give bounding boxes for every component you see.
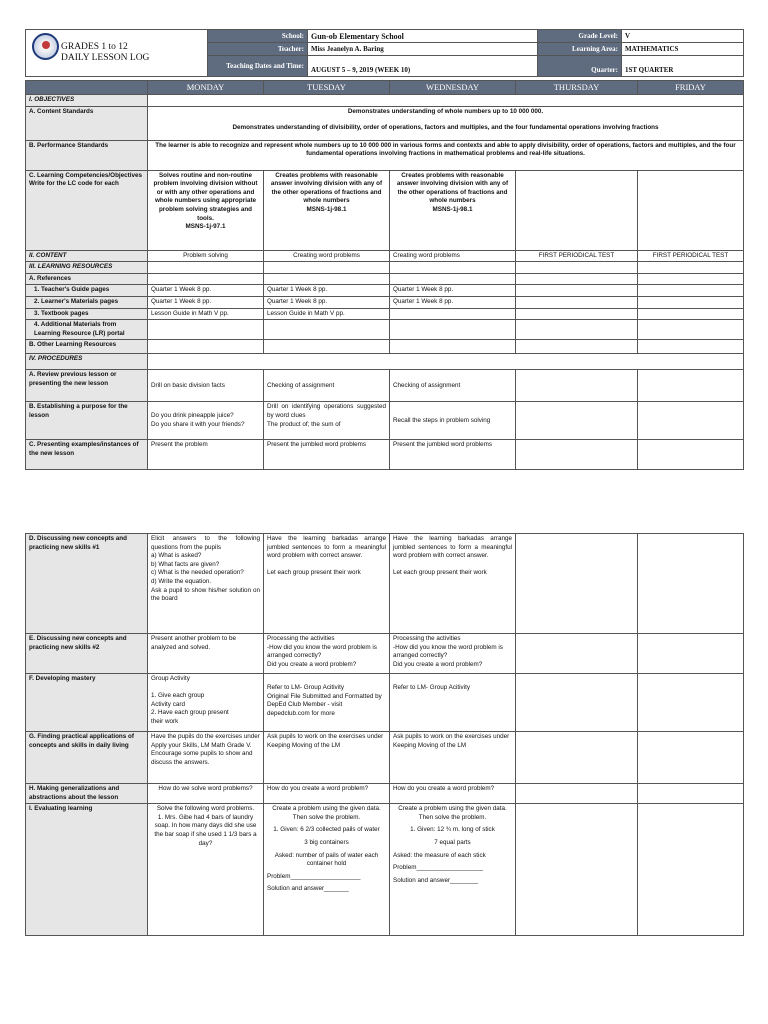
proc-i-friday [638, 804, 744, 936]
content-thursday: FIRST PERIODICAL TEST [516, 250, 638, 262]
proc-a-tuesday: Checking of assignment [264, 370, 390, 402]
proc-g-tuesday: Ask pupils to work on the exercises under Keeping Moving of the LM [264, 732, 390, 784]
proc-i-wednesday [390, 804, 516, 936]
proc-c-label: C. Presenting examples/instances of the new lesson [26, 440, 148, 470]
comp-thursday [516, 170, 638, 250]
proc-h-tuesday: How do you create a word problem? [264, 784, 390, 804]
proc-g-friday [638, 732, 744, 784]
eval-wed-given: 1. Given: 12 ¾ m. long of stick [410, 826, 495, 834]
lm-friday [638, 296, 744, 308]
dates-value: AUGUST 5 – 9, 2019 (WEEK 10) [308, 56, 538, 77]
lm-tuesday: Quarter 1 Week 8 pp. [264, 296, 390, 308]
proc-g-monday: Have the pupils do the exercises under Apply your Skills, LM Math Grade V. Encourage some pupils to show and discuss the answers. [148, 732, 264, 784]
references-label: A. References [26, 273, 148, 285]
proc-i-monday: Solve the following word problems. 1. Mrs. Gibe had 4 bars of laundry soap. In how many days did she use the bar soap if she used 1 1/3 bars a day? [148, 804, 264, 936]
lr-label: III. LEARNING RESOURCES [26, 262, 148, 274]
lesson-table-page2 [25, 533, 744, 936]
proc-a-label: A. Review previous lesson or presenting the new lesson [26, 370, 148, 402]
lr-blank-4 [516, 262, 638, 274]
proc-b-tuesday: Drill on identifying operations suggested by word clues The product of; the sum of [264, 402, 390, 440]
tg-monday: Quarter 1 Week 8 pp. [148, 285, 264, 297]
day-tuesday: TUESDAY [264, 81, 390, 95]
content-std-value [148, 106, 744, 140]
proc-c-thursday [516, 440, 638, 470]
eval-wed-problem-line: Problem___________________ [393, 864, 483, 872]
day-thursday: THURSDAY [516, 81, 638, 95]
proc-e-wednesday: Processing the activities -How did you know the word problem is arranged correctly? Did you create a word problem? [390, 634, 516, 674]
grade-label: Grade Level: [538, 30, 622, 43]
lm-label: 2. Learner's Materials pages [26, 296, 148, 308]
proc-i-label: I. Evaluating learning [26, 804, 148, 936]
proc-d-wednesday: Have the learning barkadas arrange jumbled sentences to form a meaningful word problem with correct answer. Let each group present their work [390, 534, 516, 634]
eval-wed-asked: Asked: the measure of each stick [393, 851, 486, 859]
other-thursday [516, 340, 638, 354]
other-friday [638, 340, 744, 354]
proc-f-wednesday: Refer to LM- Group Acitivity [390, 674, 516, 732]
comp-friday [638, 170, 744, 250]
eval-tue-solution-line: Solution and answer_______ [267, 885, 349, 893]
tb-wednesday [390, 308, 516, 320]
proc-d-tuesday: Have the learning barkadas arrange jumbled sentences to form a meaningful word problem with correct answer. Let each group present their work [264, 534, 390, 634]
eval-tue-given: 1. Given: 6 2/3 collected pails of water [273, 826, 380, 834]
day-friday: FRIDAY [638, 81, 744, 95]
perf-std-label: B. Performance Standards [26, 140, 148, 170]
title-dll: DAILY LESSON LOG [61, 53, 150, 63]
header-logo-cell [26, 30, 208, 77]
eval-wed-solution-line: Solution and answer________ [393, 876, 479, 884]
ref-blank-4 [516, 273, 638, 285]
proc-f-tuesday-text: Refer to LM- Group Acitivity Original File Submitted and Formatted by DepEd Club Member - visit depedclub.com for more [267, 684, 382, 717]
days-header-row [26, 81, 744, 95]
procedures-blank [148, 354, 744, 370]
proc-i-thursday [516, 804, 638, 936]
competencies-label: C. Learning Competencies/Objectives Write for the LC code for each [26, 170, 148, 250]
proc-f-tuesday [264, 674, 390, 732]
content-std-label: A. Content Standards [26, 106, 148, 140]
area-label: Learning Area: [538, 43, 622, 56]
proc-e-friday [638, 634, 744, 674]
proc-b-friday [638, 402, 744, 440]
eval-tue-containers: 3 big containers [304, 838, 349, 846]
school-value: Gun-ob Elementary School [308, 30, 538, 43]
add-thursday [516, 320, 638, 340]
content-label: II. CONTENT [26, 250, 148, 262]
content-monday: Problem solving [148, 250, 264, 262]
proc-f-monday: Group Activity 1. Give each group Activity card 2. Have each group present their work [148, 674, 264, 732]
proc-b-thursday [516, 402, 638, 440]
corner-cell [26, 81, 148, 95]
add-wednesday [390, 320, 516, 340]
ref-blank-5 [638, 273, 744, 285]
content-std-line1: Demonstrates understanding of whole numbers up to 10 000 000. [347, 107, 544, 115]
eval-tue-instructions: Create a problem using the given data. Then solve the problem. [272, 805, 381, 821]
area-value: MATHEMATICS [622, 43, 744, 56]
tb-friday [638, 308, 744, 320]
eval-wed-parts: 7 equal parts [434, 838, 471, 846]
tb-tuesday: Lesson Guide in Math V pp. [264, 308, 390, 320]
grade-value: V [622, 30, 744, 43]
comp-monday: Solves routine and non-routine problem involving division without or with any other operations and whole numbers using appropriate problem solving strategies and tools. MSNS-1j-97.1 [148, 170, 264, 250]
proc-h-friday [638, 784, 744, 804]
proc-e-label: E. Discussing new concepts and practicing new skills #2 [26, 634, 148, 674]
proc-d-label: D. Discussing new concepts and practicing new skills #1 [26, 534, 148, 634]
content-friday: FIRST PERIODICAL TEST [638, 250, 744, 262]
add-monday [148, 320, 264, 340]
lr-blank-1 [148, 262, 264, 274]
tg-label: 1. Teacher's Guide pages [26, 285, 148, 297]
proc-e-monday: Present another problem to be analyzed and solved. [148, 634, 264, 674]
proc-h-wednesday: How do you create a word problem? [390, 784, 516, 804]
lr-blank-5 [638, 262, 744, 274]
content-tuesday: Creating word problems [264, 250, 390, 262]
add-materials-label: 4. Additional Materials from Learning Resource (LR) portal [26, 320, 148, 340]
tg-wednesday: Quarter 1 Week 8 pp. [390, 285, 516, 297]
other-wednesday [390, 340, 516, 354]
proc-f-friday [638, 674, 744, 732]
teacher-value: Miss Jeanelyn A. Baring [308, 43, 538, 56]
comp-wednesday: Creates problems with reasonable answer involving division with any of the other operations of fractions and whole numbers MSNS-1j-98.1 [390, 170, 516, 250]
proc-e-thursday [516, 634, 638, 674]
lm-monday: Quarter 1 Week 8 pp. [148, 296, 264, 308]
ref-blank-3 [390, 273, 516, 285]
teacher-label: Teacher: [208, 43, 308, 56]
tb-label: 3. Textbook pages [26, 308, 148, 320]
proc-a-friday [638, 370, 744, 402]
title-grades: GRADES 1 to 12 [61, 42, 128, 52]
proc-c-monday: Present the problem [148, 440, 264, 470]
perf-std-value: The learner is able to recognize and represent whole numbers up to 10 000 000 in various forms and contexts and able to apply divisibility, order of operations, factors and multiples, and the four fundamental operations involving fractions in mathematical problems and real-life situations. [148, 140, 744, 170]
quarter-label: Quarter: [538, 56, 622, 77]
proc-a-monday: Drill on basic division facts [148, 370, 264, 402]
lr-blank-3 [390, 262, 516, 274]
proc-h-label: H. Making generalizations and abstractions about the lesson [26, 784, 148, 804]
objectives-label: I. OBJECTIVES [26, 95, 148, 107]
tg-thursday [516, 285, 638, 297]
proc-c-tuesday: Present the jumbled word problems [264, 440, 390, 470]
eval-tue-asked: Asked: number of pails of water each container hold [274, 851, 379, 868]
proc-h-monday: How do we solve word problems? [148, 784, 264, 804]
proc-d-friday [638, 534, 744, 634]
proc-f-label: F. Developing mastery [26, 674, 148, 732]
lm-wednesday: Quarter 1 Week 8 pp. [390, 296, 516, 308]
proc-d-monday: Elicit answers to the following questions from the pupils a) What is asked? b) What facts are given? c) What is the needed operation? d) Write the equation. Ask a pupil to show his/her solution on the board [148, 534, 264, 634]
other-tuesday [264, 340, 390, 354]
proc-b-label: B. Establishing a purpose for the lesson [26, 402, 148, 440]
other-lr-label: B. Other Learning Resources [26, 340, 148, 354]
eval-tue-problem-line: Problem____________________ [267, 872, 361, 880]
header-table [25, 29, 744, 77]
lm-thursday [516, 296, 638, 308]
tg-tuesday: Quarter 1 Week 8 pp. [264, 285, 390, 297]
proc-b-monday: Do you drink pineapple juice? Do you share it with your friends? [148, 402, 264, 440]
proc-g-thursday [516, 732, 638, 784]
proc-b-wednesday: Recall the steps in problem solving [390, 402, 516, 440]
quarter-value: 1ST QUARTER [622, 56, 744, 77]
objectives-blank [148, 95, 744, 107]
school-label: School: [208, 30, 308, 43]
content-wednesday: Creating word problems [390, 250, 516, 262]
add-friday [638, 320, 744, 340]
proc-g-label: G. Finding practical applications of concepts and skills in daily living [26, 732, 148, 784]
comp-tuesday: Creates problems with reasonable answer involving division with any of the other operations of fractions and whole numbers MSNS-1j-98.1 [264, 170, 390, 250]
tg-friday [638, 285, 744, 297]
proc-g-wednesday: Ask pupils to work on the exercises under Keeping Moving of the LM [390, 732, 516, 784]
other-monday [148, 340, 264, 354]
content-std-line2: Demonstrates understanding of divisibility, order of operations, factors and multiples, and the four fundamental operations involving fractions [232, 124, 659, 132]
proc-d-thursday [516, 534, 638, 634]
tb-monday: Lesson Guide in Math V pp. [148, 308, 264, 320]
lesson-table-page1 [25, 80, 744, 470]
lr-blank-2 [264, 262, 390, 274]
proc-a-wednesday: Checking of assignment [390, 370, 516, 402]
procedures-label: IV. PROCEDURES [26, 354, 148, 370]
day-monday: MONDAY [148, 81, 264, 95]
proc-c-friday [638, 440, 744, 470]
ref-blank-2 [264, 273, 390, 285]
deped-seal-icon [32, 33, 59, 60]
dates-label: Teaching Dates and Time: [208, 56, 308, 77]
tb-thursday [516, 308, 638, 320]
proc-e-tuesday: Processing the activities -How did you know the word problem is arranged correctly? Did you create a word problem? [264, 634, 390, 674]
day-wednesday: WEDNESDAY [390, 81, 516, 95]
ref-blank-1 [148, 273, 264, 285]
add-tuesday [264, 320, 390, 340]
proc-i-tuesday [264, 804, 390, 936]
proc-f-thursday [516, 674, 638, 732]
proc-h-thursday [516, 784, 638, 804]
proc-c-wednesday: Present the jumbled word problems [390, 440, 516, 470]
proc-a-thursday [516, 370, 638, 402]
eval-wed-instructions: Create a problem using the given data. Then solve the problem. [398, 805, 507, 821]
